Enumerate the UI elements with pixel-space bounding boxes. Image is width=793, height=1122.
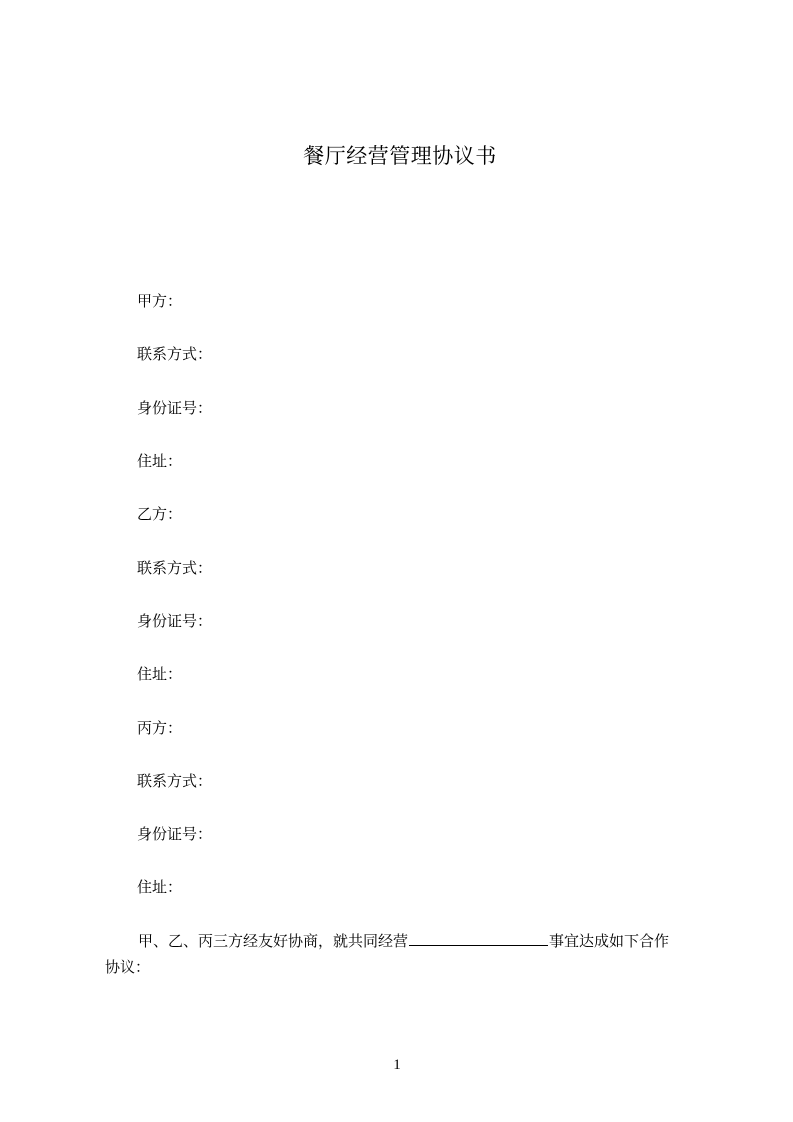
agreement-intro-paragraph	[105, 928, 705, 980]
party-c-contact-label: 联系方式：	[137, 772, 213, 790]
party-b-address-label: 住址：	[137, 665, 183, 683]
party-a-label: 甲方：	[137, 292, 183, 310]
party-c-id-label: 身份证号：	[137, 825, 213, 843]
agreement-intro-text-end: 事宜达成如下合作	[549, 932, 670, 950]
page-number: 1	[393, 1057, 401, 1073]
party-a-contact-label: 联系方式：	[137, 345, 213, 363]
business-blank-line	[409, 931, 548, 946]
agreement-intro-line	[105, 928, 705, 954]
agreement-intro-continuation: 协议：	[105, 958, 151, 976]
party-c-label: 丙方：	[137, 719, 183, 737]
party-a-address-label: 住址：	[137, 452, 183, 470]
party-b-id-label: 身份证号：	[137, 612, 213, 630]
agreement-intro-text: 甲、乙、丙三方经友好协商，就共同经营	[138, 932, 409, 950]
party-b-label: 乙方：	[137, 505, 183, 523]
party-a-id-label: 身份证号：	[137, 399, 213, 417]
party-c-address-label: 住址：	[137, 878, 183, 896]
party-b-contact-label: 联系方式：	[137, 559, 213, 577]
document-title: 餐厅经营管理协议书	[303, 144, 497, 168]
